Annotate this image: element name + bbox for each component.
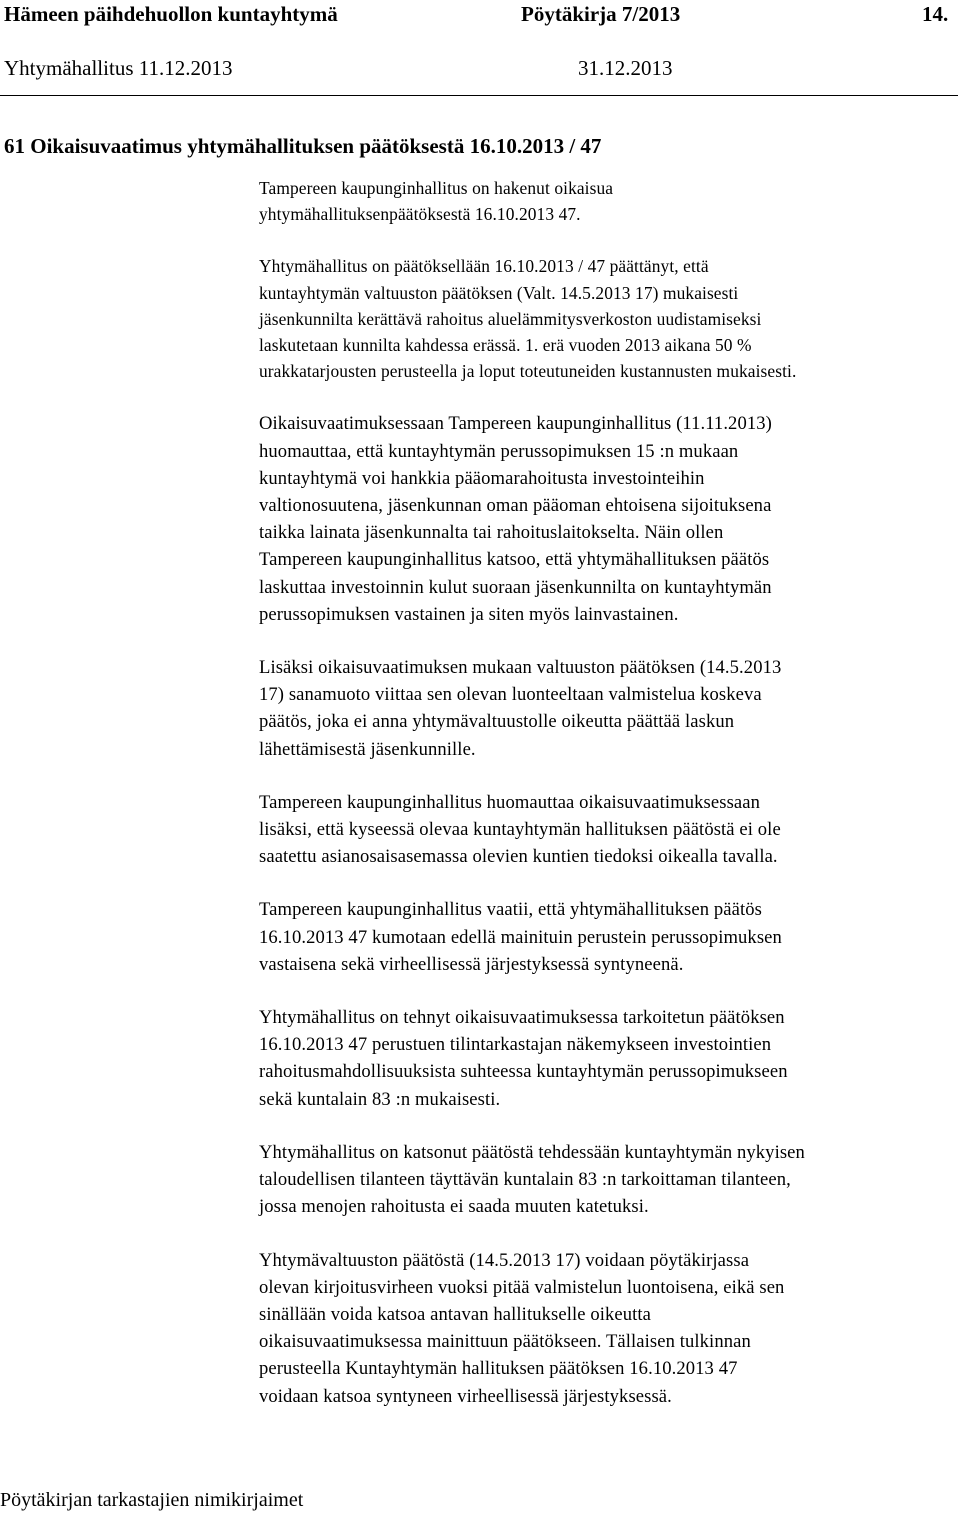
paragraph-line: perusteella Kuntayhtymän hallituksen päätöksen 16.10.2013 47 (259, 1358, 738, 1380)
paragraph-line: olevan kirjoitusvirheen vuoksi pitää valmistelun luontoisena, eikä sen (259, 1276, 785, 1298)
paragraph-line: Tampereen kaupunginhallitus katsoo, että yhtymähallituksen päätös (259, 549, 770, 571)
paragraph-line: lähettämisestä jäsenkunnille. (259, 738, 476, 760)
paragraph-line: Tampereen kaupunginhallitus on hakenut oikaisua (259, 178, 614, 198)
header-document: Pöytäkirja 7/2013 (521, 2, 681, 26)
paragraph (259, 253, 939, 384)
paragraph-line: Yhtymähallitus on katsonut päätöstä tehdessään kuntayhtymän nykyisen (259, 1141, 805, 1163)
paragraph (259, 175, 939, 227)
paragraph (259, 410, 939, 628)
paragraph-line: sinällään voida katsoa antavan hallitukselle oikeutta (259, 1303, 652, 1325)
paragraph-line: yhtymähallituksenpäätöksestä 16.10.2013 47. (259, 204, 581, 225)
footer-initials-label: Pöytäkirjan tarkastajien nimikirjaimet (0, 1489, 304, 1511)
paragraph-line: Tampereen kaupunginhallitus vaatii, että yhtymähallituksen päätös (259, 899, 762, 921)
header-divider (0, 95, 958, 96)
paragraph-line: 17) sanamuoto viittaa sen olevan luonteeltaan valmistelua koskeva (259, 684, 762, 706)
header-page-number: 14. (922, 2, 949, 26)
paragraph (259, 1004, 939, 1113)
paragraph-line: voidaan katsoa syntyneen virheellisessä järjestyksessä. (259, 1385, 672, 1407)
paragraph-line: taikka lainata jäsenkunnalta tai rahoituslaitokselta. Näin ollen (259, 522, 724, 544)
paragraph-line: Yhtymähallitus on päätöksellään 16.10.2013 / 47 päättänyt, että (259, 256, 709, 277)
paragraph (259, 1247, 939, 1410)
paragraph-line: oikaisuvaatimuksessa mainittuun päätökseen. Tällaisen tulkinnan (259, 1331, 751, 1353)
paragraph-line: Tampereen kaupunginhallitus huomauttaa oikaisuvaatimuksessaan (259, 791, 761, 813)
paragraph-line: jossa menojen rahoitusta ei saada muuten katetuksi. (259, 1196, 649, 1218)
paragraph (259, 1139, 939, 1221)
header-meeting-date: Yhtymähallitus 11.12.2013 (4, 56, 233, 80)
paragraph-line: taloudellisen tilanteen täyttävän kuntalain 83 :n tarkoittaman tilanteen, (259, 1169, 791, 1191)
paragraph-line: urakkatarjousten perusteella ja loput toteutuneiden kustannusten mukaisesti. (259, 361, 797, 382)
paragraph-line: vastaisena sekä virheellisessä järjestyksessä syntyneenä. (259, 953, 684, 975)
paragraph-line: Lisäksi oikaisuvaatimuksen mukaan valtuuston päätöksen (14.5.2013 (259, 657, 782, 679)
document-body (259, 175, 939, 1436)
paragraph-line: kuntayhtymä voi hankkia pääomarahoitusta investointeihin (259, 467, 705, 489)
paragraph-line: saatettu asianosaisasemassa olevien kuntien tiedoksi oikealla tavalla. (259, 846, 778, 868)
paragraph-line: Oikaisuvaatimuksessaan Tampereen kaupunginhallitus (11.11.2013) (259, 413, 772, 435)
paragraph-line: 16.10.2013 47 kumotaan edellä mainituin perustein perussopimuksen (259, 926, 782, 948)
paragraph (259, 896, 939, 978)
paragraph-line: rahoitusmahdollisuuksista suhteessa kuntayhtymän perussopimukseen (259, 1061, 788, 1083)
paragraph-line: laskuttaa investoinnin kulut suoraan jäsenkunnilta on kuntayhtymän (259, 576, 772, 598)
paragraph-line: huomauttaa, että kuntayhtymän perussopimuksen 15 :n mukaan (259, 440, 739, 462)
paragraph-line: perussopimuksen vastainen ja siten myös lainvastainen. (259, 603, 679, 625)
paragraph-line: sekä kuntalain 83 :n mukaisesti. (259, 1088, 501, 1110)
paragraph-line: lisäksi, että kyseessä olevaa kuntayhtymän hallituksen päätöstä ei ole (259, 819, 781, 841)
paragraph-line: päätös, joka ei anna yhtymävaltuustolle oikeutta päättää laskun (259, 711, 735, 733)
paragraph-line: 16.10.2013 47 perustuen tilintarkastajan näkemykseen investointien (259, 1034, 772, 1056)
paragraph (259, 789, 939, 871)
paragraph-line: Yhtymähallitus on tehnyt oikaisuvaatimuksessa tarkoitetun päätöksen (259, 1007, 785, 1029)
header-organization: Hämeen päihdehuollon kuntayhtymä (4, 2, 338, 26)
header-date2: 31.12.2013 (578, 56, 673, 80)
paragraph-line: Yhtymävaltuuston päätöstä (14.5.2013 17) voidaan pöytäkirjassa (259, 1249, 750, 1271)
section-title: 61 Oikaisuvaatimus yhtymähallituksen päätöksestä 16.10.2013 / 47 (4, 134, 602, 158)
paragraph-line: jäsenkunnilta kerättävä rahoitus aluelämmitysverkoston uudistamiseksi (259, 308, 762, 329)
paragraph-line: laskutetaan kunnilta kahdessa erässä. 1. erä vuoden 2013 aikana 50 % (259, 335, 752, 356)
paragraph (259, 654, 939, 763)
paragraph-line: kuntayhtymän valtuuston päätöksen (Valt. 14.5.2013 17) mukaisesti (259, 282, 739, 303)
paragraph-line: valtionosuutena, jäsenkunnan oman pääoman ehtoisena sijoituksena (259, 495, 772, 517)
